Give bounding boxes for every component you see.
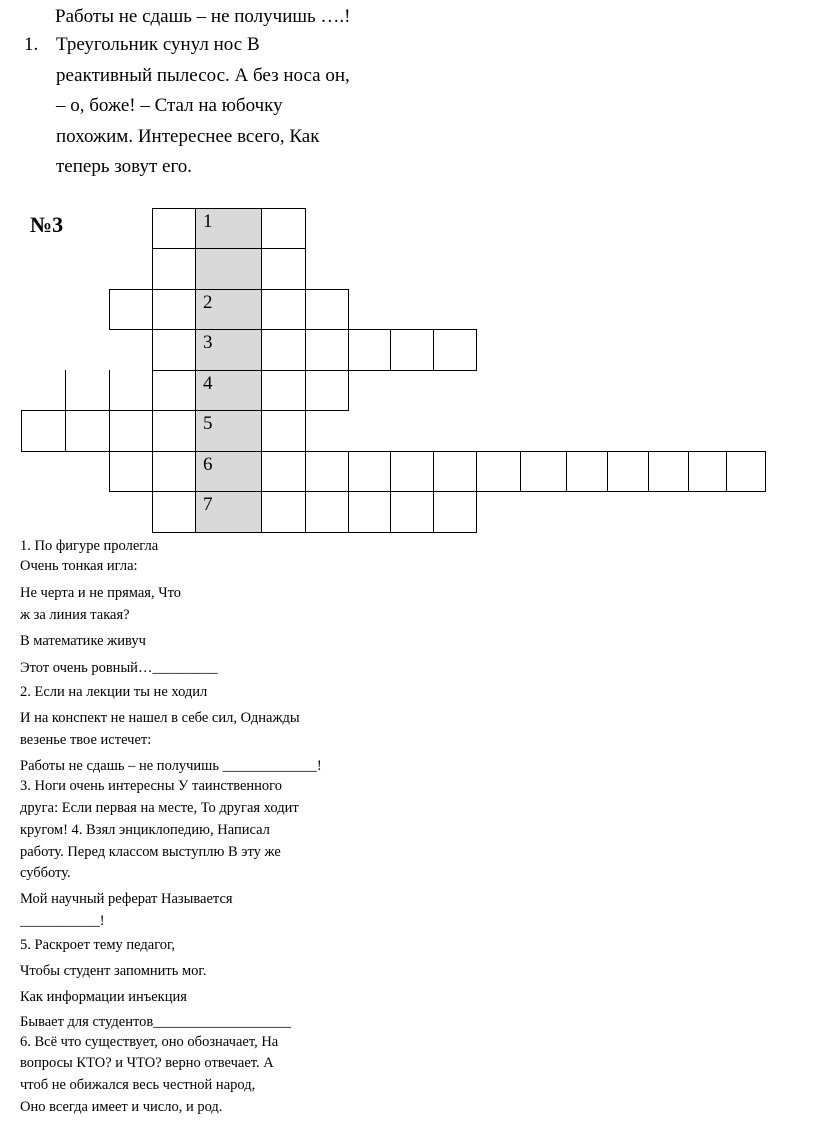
crossword-cell[interactable] [348, 451, 391, 492]
crossword-cell[interactable] [390, 491, 434, 533]
crossword-cell-key[interactable] [195, 248, 262, 290]
clue-number: 2 [203, 292, 213, 313]
question-line: субботу. [20, 865, 71, 881]
crossword-cell[interactable] [152, 491, 196, 533]
crossword-cell[interactable] [566, 451, 608, 492]
question-line: работу. Перед классом выступлю В эту же [20, 844, 281, 860]
question-line: Работы не сдашь – не получишь _____________! [20, 758, 322, 774]
crossword-cell[interactable] [152, 370, 196, 411]
crossword-cell[interactable] [261, 248, 306, 290]
riddle-text [56, 30, 350, 183]
question-line: Бывает для студентов___________________ [20, 1014, 291, 1030]
crossword-cell[interactable] [109, 410, 153, 452]
question-line: В математике живуч [20, 633, 146, 649]
crossword-cell[interactable] [65, 410, 110, 452]
question-line: 2. Если на лекции ты не ходил [20, 684, 208, 700]
crossword-cell[interactable] [648, 451, 689, 492]
crossword-cell[interactable] [476, 451, 521, 492]
riddle-line: Треугольник сунул нос В [56, 34, 260, 55]
crossword-cell[interactable] [152, 410, 196, 452]
crossword-cell[interactable] [305, 370, 349, 411]
question-line: Мой научный реферат Называется [20, 891, 233, 907]
crossword-cell-key[interactable] [195, 329, 262, 371]
question-line: Оно всегда имеет и число, и род. [20, 1099, 223, 1115]
question-line: кругом! 4. Взял энциклопедию, Написал [20, 822, 270, 838]
crossword-cell[interactable] [109, 451, 153, 492]
crossword-cell[interactable] [152, 248, 196, 290]
riddle-number: 1. [24, 34, 39, 55]
question-line: Как информации инъекция [20, 989, 187, 1005]
clue-number: 3 [203, 332, 213, 353]
question-line: Не черта и не прямая, Что [20, 585, 182, 601]
question-line: ___________! [20, 913, 105, 929]
crossword-cell[interactable] [261, 451, 306, 492]
clue-number: 6 [203, 454, 213, 475]
crossword-cell[interactable] [261, 370, 306, 411]
crossword-cell[interactable] [152, 208, 196, 249]
crossword-cell[interactable] [109, 289, 153, 330]
clue-number: 5 [203, 413, 213, 434]
grid-line [109, 370, 110, 410]
crossword-cell[interactable] [348, 329, 391, 371]
question-line: везенье твое истечет: [20, 732, 152, 748]
crossword-cell[interactable] [261, 410, 306, 452]
crossword-cell-key[interactable] [195, 410, 262, 452]
riddle-line: похожим. Интереснее всего, Как [56, 125, 320, 147]
crossword-cell[interactable] [261, 208, 306, 249]
clue-number: 1 [203, 211, 213, 232]
crossword-cell[interactable] [152, 451, 196, 492]
crossword-cell[interactable] [21, 410, 66, 452]
riddle-line: реактивный пылесос. А без носа он, [56, 64, 350, 86]
crossword-cell[interactable] [520, 451, 567, 492]
crossword-cell[interactable] [261, 289, 306, 330]
crossword-cell-key[interactable] [195, 451, 262, 492]
question-line: 1. По фигуре пролегла [20, 538, 159, 554]
question-line: 5. Раскроет тему педагог, [20, 937, 175, 953]
question-line: 6. Всё что существует, оно обозначает, На [20, 1034, 279, 1050]
crossword-cell[interactable] [261, 329, 306, 371]
question-line: И на конспект не нашел в себе сил, Однажды [20, 710, 300, 726]
crossword-cell-key[interactable] [195, 491, 262, 533]
question-line: 3. Ноги очень интересны У таинственного [20, 778, 282, 794]
crossword-cell[interactable] [433, 451, 477, 492]
clue-number: 4 [203, 373, 213, 394]
question-line: чтоб не обижался весь честной народ, [20, 1077, 256, 1093]
crossword-cell-key[interactable] [195, 370, 262, 411]
crossword-cell[interactable] [305, 289, 349, 330]
crossword-cell[interactable] [390, 329, 434, 371]
question-line: ж за линия такая? [20, 607, 130, 623]
crossword-cell[interactable] [433, 329, 477, 371]
crossword-cell[interactable] [152, 329, 196, 371]
crossword-cell[interactable] [607, 451, 649, 492]
question-line: друга: Если первая на месте, То другая ходит [20, 800, 299, 816]
crossword-cell[interactable] [305, 491, 349, 533]
crossword-cell[interactable] [726, 451, 766, 492]
clue-number: 7 [203, 494, 213, 515]
question-line: Очень тонкая игла: [20, 558, 138, 574]
crossword-cell[interactable] [305, 451, 349, 492]
crossword-cell[interactable] [433, 491, 477, 533]
crossword-cell[interactable] [688, 451, 727, 492]
question-line: вопросы КТО? и ЧТО? верно отвечает. А [20, 1055, 274, 1071]
question-line: Этот очень ровный…_________ [20, 660, 218, 676]
grid-line [65, 370, 66, 410]
question-line: Чтобы студент запомнить мог. [20, 963, 207, 979]
crossword-cell[interactable] [390, 451, 434, 492]
crossword-cell[interactable] [348, 491, 391, 533]
crossword-cell-key[interactable] [195, 208, 262, 249]
crossword-cell[interactable] [152, 289, 196, 330]
header-line: Работы не сдашь – не получишь ….! [55, 6, 351, 27]
riddle-line: – о, боже! – Стал на юбочку [56, 95, 283, 116]
crossword-label: №3 [30, 212, 64, 237]
crossword-cell[interactable] [305, 329, 349, 371]
riddle-line: теперь зовут его. [56, 156, 193, 177]
crossword-cell[interactable] [261, 491, 306, 533]
crossword-cell-key[interactable] [195, 289, 262, 330]
